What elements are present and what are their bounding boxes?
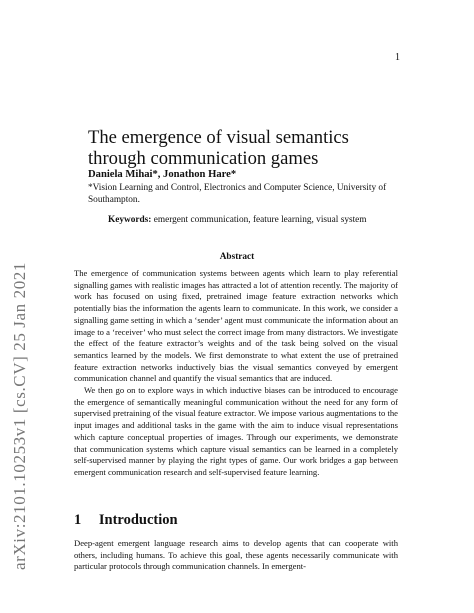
abstract-heading: Abstract — [219, 252, 255, 262]
authors: Daniela Mihai*, Jonathon Hare* — [88, 169, 237, 180]
intro-paragraph: Deep-agent emergent language research aims to develop agents that can cooperate with others, including humans. To achieve this goal, these agents necessarily communicate with particular protocols through communication channels. In emergent- — [74, 538, 398, 572]
section-heading — [74, 512, 178, 529]
abstract-paragraph: The emergence of communication systems between agents which learn to play referential signalling games with realistic images has attracted a lot of attention recently. The majority of work has focused on using fixed, pretrained image feature extraction networks which potentially bias the information the agents learn to communicate. In this work, we consider a signalling game setting in which a ‘sender’ agent must communicate the information about an image to a ‘receiver’ who must select the correct image from many distractors. We investigate the effect of the feature extractor’s weights and of the task being solved on the visual semantics learned by the models. We first demonstrate to what extent the use of pretrained feature extraction networks inductively bias the visual semantics conveyed by emergent communication channel and quantify the visual semantics that are induced. — [74, 268, 398, 384]
arxiv-stamp: arXiv:2101.10253v1 [cs.CV] 25 Jan 2021 — [10, 262, 29, 570]
paper-title: The emergence of visual semantics through communication games — [88, 127, 349, 169]
keywords-text: emergent communication, feature learning, visual system — [153, 215, 367, 225]
section-number: 1 — [74, 512, 82, 528]
keywords-label: Keywords: — [108, 215, 152, 225]
abstract-body — [74, 268, 398, 479]
keywords — [108, 215, 367, 225]
abstract-paragraph: We then go on to explore ways in which inductive biases can be introduced to encourage the emergence of semantically meaningful communication without the need for any form of supervised pretraining of the visual feature extractor. We impose various augmentations to the input images and additional tasks in the game with the aim to induce visual representations which capture conceptual properties of images. Through our experiments, we demonstrate that communication systems which capture visual semantics can be learned in a completely self-supervised manner by playing the right types of game. Our work bridges a gap between emergent communication research and self-supervised feature learning. — [74, 385, 398, 477]
section-title: Introduction — [98, 512, 178, 528]
affiliation: *Vision Learning and Control, Electronics and Computer Science, University of Southampton. — [88, 183, 387, 205]
page-number: 1 — [395, 52, 400, 63]
